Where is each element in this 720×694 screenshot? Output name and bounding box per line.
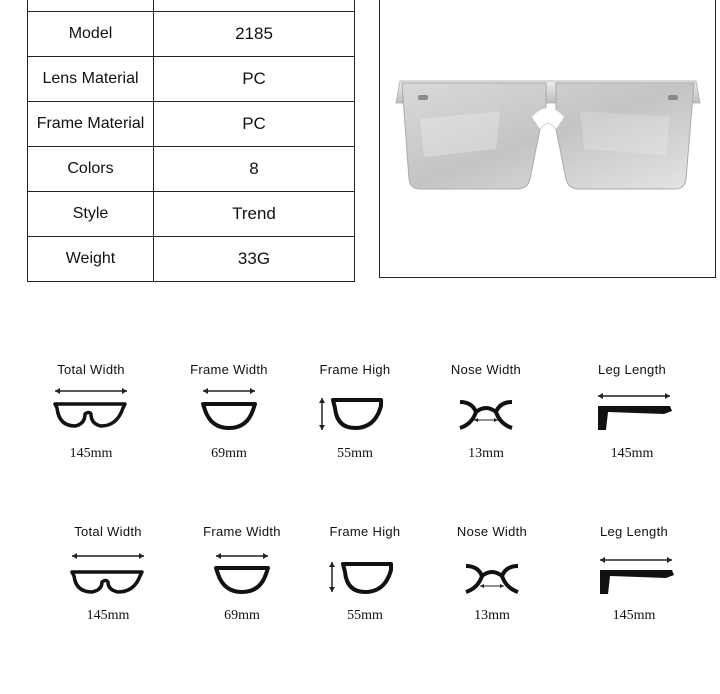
spec-label: Lens Material	[28, 57, 154, 102]
measure-label: Total Width	[74, 524, 142, 539]
frame-high-icon	[325, 546, 405, 596]
frame-high-icon	[315, 384, 395, 434]
measure-label: Frame Width	[190, 362, 268, 377]
sunglasses-image	[380, 0, 717, 279]
table-row	[28, 57, 355, 102]
measure-total-width	[31, 362, 151, 482]
measure-label: Leg Length	[599, 524, 669, 539]
measure-value: 69mm	[211, 446, 247, 461]
spec-value: PC	[154, 102, 355, 147]
measure-total-width	[48, 524, 168, 644]
spec-label: Frame Material	[28, 102, 154, 147]
measure-nose-width	[432, 524, 552, 644]
table-row	[28, 237, 355, 282]
measure-label: Frame High	[329, 524, 401, 539]
measure-value: 145mm	[69, 446, 113, 461]
frame-width-icon	[189, 384, 269, 434]
spec-value: Trend	[154, 192, 355, 237]
measure-nose-width	[426, 362, 546, 482]
measure-value: 145mm	[612, 608, 656, 623]
total-width-icon	[51, 384, 131, 434]
measure-label: Leg Length	[597, 362, 667, 377]
table-row	[28, 0, 355, 12]
measure-value: 55mm	[347, 608, 383, 623]
spec-value: 2185	[154, 12, 355, 57]
measure-label: Total Width	[57, 362, 125, 377]
measurement-row	[0, 362, 720, 482]
spec-table	[27, 0, 355, 282]
measure-value: 13mm	[474, 608, 510, 623]
frame-width-icon	[202, 546, 282, 596]
table-row	[28, 12, 355, 57]
measure-frame-high	[295, 362, 415, 482]
measure-frame-high	[305, 524, 425, 644]
measure-value: 69mm	[224, 608, 260, 623]
nose-width-icon	[446, 384, 526, 434]
measure-value: 145mm	[86, 608, 130, 623]
measure-leg-length	[574, 524, 694, 644]
measure-label: Nose Width	[456, 524, 528, 539]
leg-length-icon	[592, 384, 672, 434]
measure-value: 13mm	[468, 446, 504, 461]
spec-label: Model	[28, 12, 154, 57]
total-width-icon	[68, 546, 148, 596]
spec-value: PC	[154, 57, 355, 102]
leg-length-icon	[594, 546, 674, 596]
measure-value: 145mm	[610, 446, 654, 461]
spec-label: Weight	[28, 237, 154, 282]
product-photo	[379, 0, 716, 278]
table-row	[28, 192, 355, 237]
spec-label: Colors	[28, 147, 154, 192]
measurement-row	[0, 524, 720, 644]
measure-value: 55mm	[337, 446, 373, 461]
measure-frame-width	[169, 362, 289, 482]
nose-width-icon	[452, 546, 532, 596]
measure-label: Frame High	[319, 362, 391, 377]
measure-frame-width	[182, 524, 302, 644]
measure-leg-length	[572, 362, 692, 482]
measure-label: Frame Width	[203, 524, 281, 539]
table-row	[28, 102, 355, 147]
spec-value: 8	[154, 147, 355, 192]
measure-label: Nose Width	[450, 362, 522, 377]
spec-label: Style	[28, 192, 154, 237]
spec-value: 33G	[154, 237, 355, 282]
table-row	[28, 147, 355, 192]
